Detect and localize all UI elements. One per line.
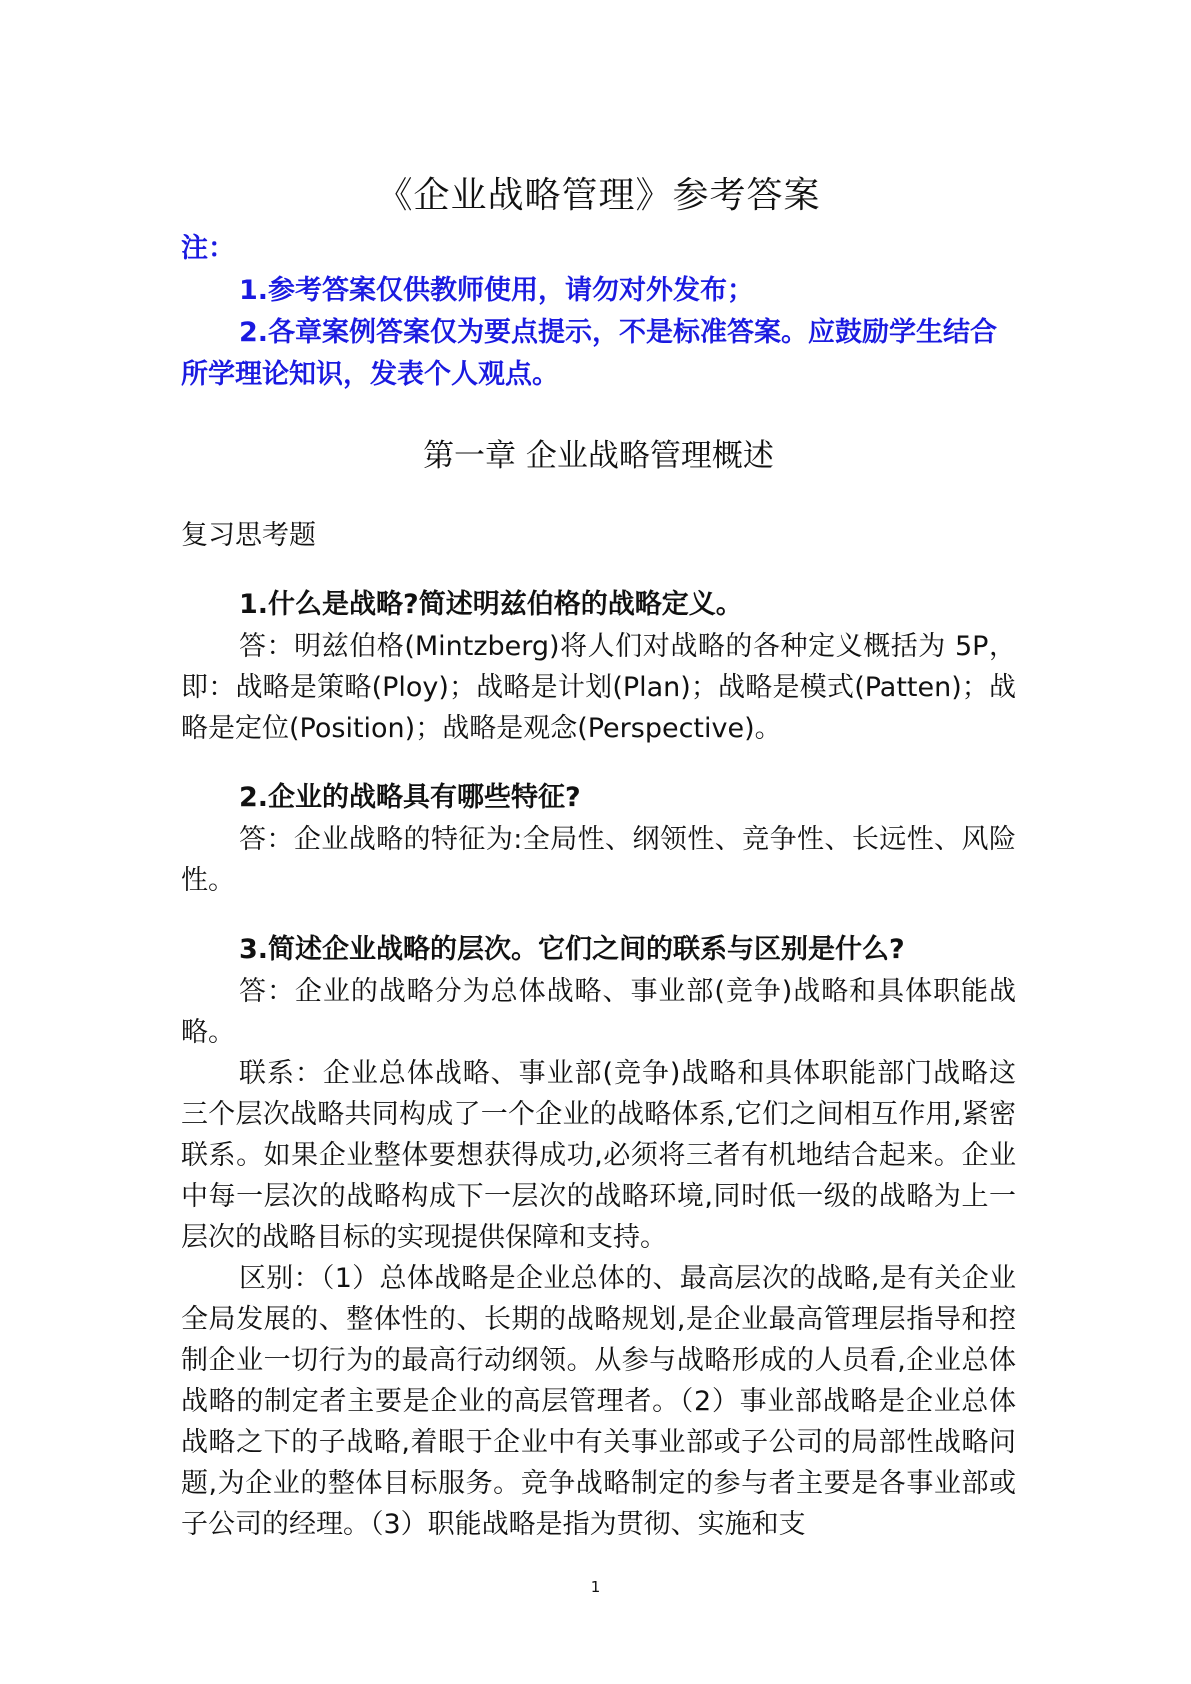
question-block xyxy=(181,584,1016,749)
answer-paragraph: 联系：企业总体战略、事业部(竞争)战略和具体职能部门战略这三个层次战略共同构成了一个企业的战略体系,它们之间相互作用,紧密联系。如果企业整体要想获得成功,必须将三者有机地结合起来。企业中每一层次的战略构成下一层次的战略环境,同时低一级的战略为上一层次的战略目标的实现提供保障和支持。 xyxy=(181,1058,1016,1253)
question-block xyxy=(181,777,1016,901)
question-block xyxy=(181,929,1016,1545)
section-label: 复习思考题 xyxy=(181,520,316,551)
document-title: 《企业战略管理》参考答案 xyxy=(376,175,821,216)
note-item: 2.各章案例答案仅为要点提示，不是标准答案。应鼓励学生结合所学理论知识，发表个人观点。 xyxy=(181,317,998,390)
answer-paragraph: 答：企业战略的特征为:全局性、纲领性、竞争性、长远性、风险性。 xyxy=(181,824,1016,896)
question-heading: 1.什么是战略?简述明兹伯格的战略定义。 xyxy=(239,589,743,620)
page-content xyxy=(181,172,1016,1545)
answer-paragraph: 答：企业的战略分为总体战略、事业部(竞争)战略和具体职能战略。 xyxy=(181,976,1016,1048)
page-number: 1 xyxy=(590,1578,601,1596)
note-block xyxy=(181,228,1016,396)
question-heading: 3.简述企业战略的层次。它们之间的联系与区别是什么? xyxy=(239,934,905,965)
note-item: 1.参考答案仅供教师使用，请勿对外发布； xyxy=(239,275,755,306)
answer-paragraph: 区别：（1）总体战略是企业总体的、最高层次的战略,是有关企业全局发展的、整体性的、长期的战略规划,是企业最高管理层指导和控制企业一切行为的最高行动纲领。从参与战略形成的人员看,企业总体战略的制定者主要是企业的高层管理者。（2）事业部战略是企业总体战略之下的子战略,着眼于企业中有关事业部或子公司的局部性战略问题,为企业的整体目标服务。竞争战略制定的参与者主要是各事业部或子公司的经理。（3）职能战略是指为贯彻、实施和支 xyxy=(181,1263,1016,1540)
chapter-title: 第一章 企业战略管理概述 xyxy=(423,438,774,474)
note-label: 注： xyxy=(181,233,235,264)
answer-paragraph: 答：明兹伯格(Mintzberg)将人们对战略的各种定义概括为 5P，即：战略是策略(Ploy)；战略是计划(Plan)；战略是模式(Patten)；战略是定位(Position)；战略是观念(Perspective)。 xyxy=(181,631,1016,744)
question-heading: 2.企业的战略具有哪些特征? xyxy=(239,782,581,813)
